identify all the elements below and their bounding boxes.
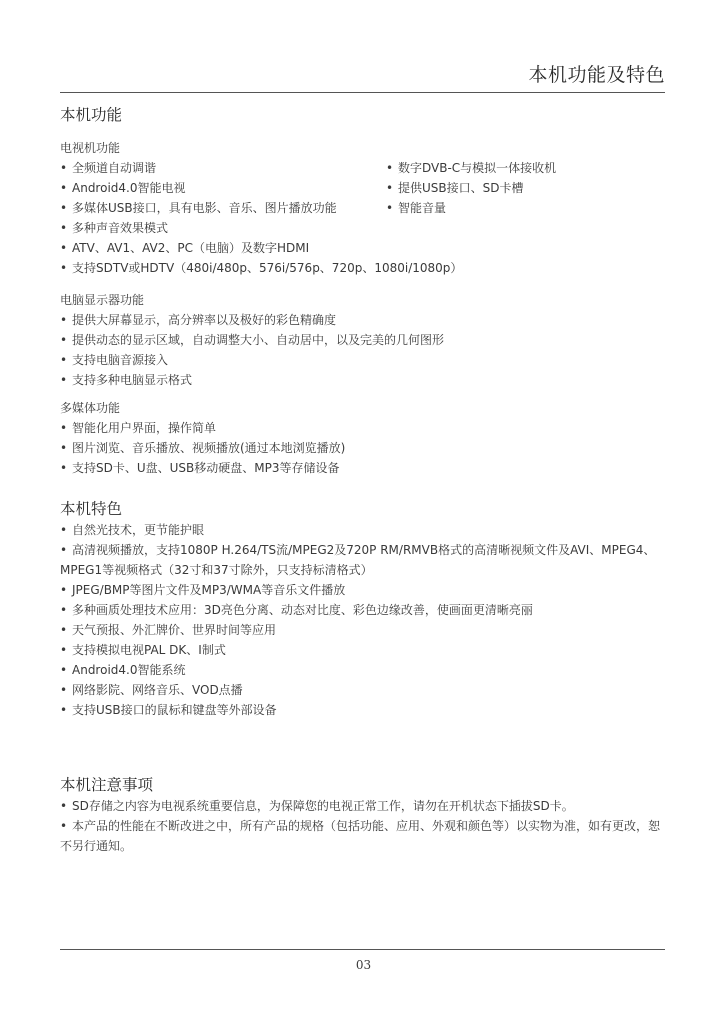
list-item: • Android4.0智能电视 [60, 181, 186, 195]
tv-functions-list [60, 158, 666, 278]
page-number: 03 [355, 958, 372, 972]
list-item: • 提供动态的显示区域，自动调整大小、自动居中，以及完美的几何图形 [60, 333, 445, 347]
list-item: • 智能化用户界面，操作简单 [60, 421, 217, 435]
notes-list [60, 796, 666, 856]
list-item: • 多媒体USB接口，具有电影、音乐、图片播放功能 [60, 201, 337, 215]
multimedia-list [60, 418, 666, 478]
list-item: • 支持模拟电视PAL DK、I制式 [60, 643, 226, 657]
list-item: • 支持电脑音源接入 [60, 353, 169, 367]
footer-divider [60, 949, 665, 950]
list-item: • JPEG/BMP等图片文件及MP3/WMA等音乐文件播放 [60, 583, 346, 597]
list-item: • 图片浏览、音乐播放、视频播放(通过本地浏览播放) [60, 441, 346, 455]
list-item: • 多种声音效果模式 [60, 221, 169, 235]
list-item: • 支持USB接口的鼠标和键盘等外部设备 [60, 703, 277, 717]
tv-functions-right-column [386, 158, 666, 278]
tv-functions-heading: 电视机功能 [60, 141, 121, 155]
page-title: 本机功能及特色 [528, 64, 665, 86]
list-item: • 网络影院、网络音乐、VOD点播 [60, 683, 243, 697]
list-item: • ATV、AV1、AV2、PC（电脑）及数字HDMI [60, 241, 310, 255]
list-item: • 天气预报、外汇牌价、世界时间等应用 [60, 623, 277, 637]
features-heading: 本机功能 [60, 106, 123, 124]
notes-heading: 本机注意事项 [60, 776, 154, 794]
list-item: • 自然光技术，更节能护眼 [60, 523, 205, 537]
list-item: • 提供大屏幕显示，高分辨率以及极好的彩色精确度 [60, 313, 337, 327]
header-divider [60, 92, 665, 93]
pc-display-heading: 电脑显示器功能 [60, 293, 145, 307]
list-item: • 支持SDTV或HDTV（480i/480p、576i/576p、720p、1080i/1080p） [60, 261, 463, 275]
list-item: • 全频道自动调谐 [60, 161, 157, 175]
characteristics-list [60, 520, 666, 720]
multimedia-heading: 多媒体功能 [60, 401, 121, 415]
list-item: • 支持多种电脑显示格式 [60, 373, 193, 387]
list-item: • 数字DVB-C与模拟一体接收机 [386, 161, 557, 175]
list-item: • 提供USB接口、SD卡槽 [386, 181, 524, 195]
list-item: • Android4.0智能系统 [60, 663, 186, 677]
list-item: • SD存储之内容为电视系统重要信息，为保障您的电视正常工作，请勿在开机状态下插拔SD卡。 [60, 799, 574, 813]
pc-display-list [60, 310, 666, 390]
list-item: • 支持SD卡、U盘、USB移动硬盘、MP3等存储设备 [60, 461, 340, 475]
list-item: • 智能音量 [386, 201, 447, 215]
characteristics-heading: 本机特色 [60, 500, 123, 518]
list-item: • 本产品的性能在不断改进之中，所有产品的规格（包括功能、应用、外观和颜色等）以实物为准，如有更改，恕不另行通知。 [60, 819, 661, 853]
list-item: • 高清视频播放，支持1080P H.264/TS流/MPEG2及720P RM/RMVB格式的高清晰视频文件及AVI、MPEG4、MPEG1等视频格式（32寸和37寸除外，只支持标清格式） [60, 543, 656, 577]
list-item: • 多种画质处理技术应用：3D亮色分离、动态对比度、彩色边缘改善，使画面更清晰亮丽 [60, 603, 533, 617]
page-content [60, 104, 666, 856]
